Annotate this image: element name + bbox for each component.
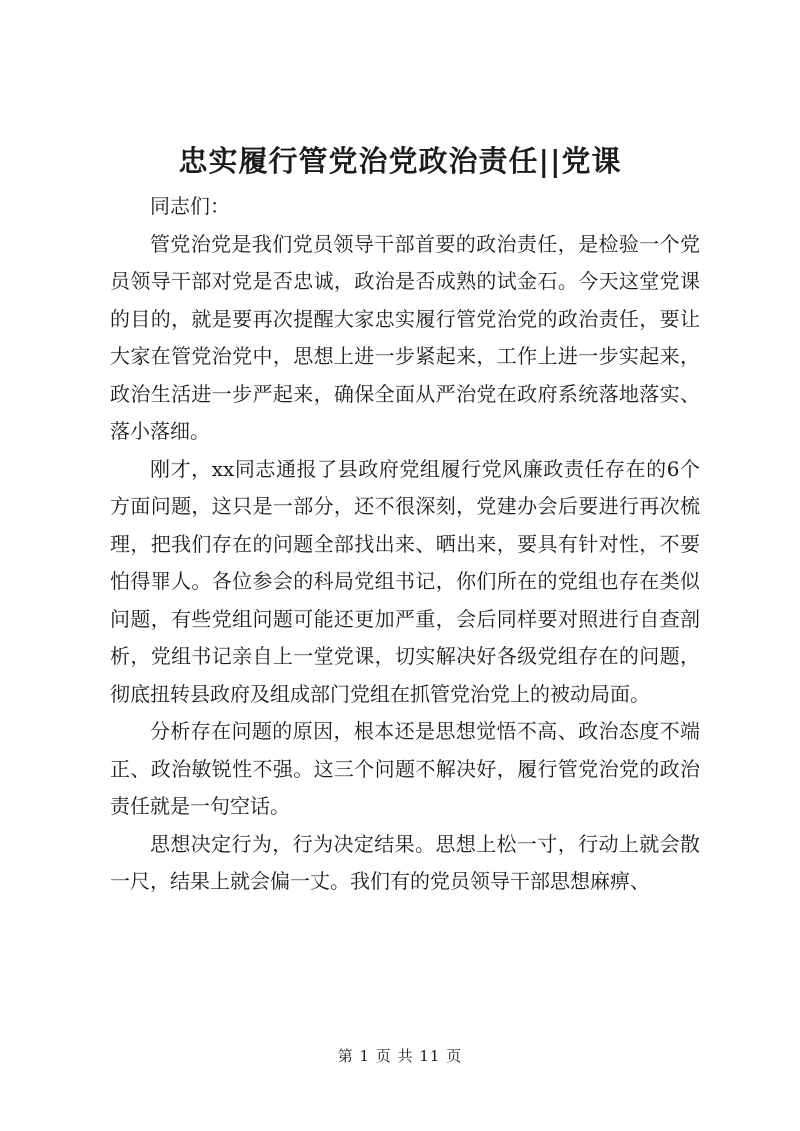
paragraph: 分析存在问题的原因，根本还是思想觉悟不高、政治态度不端正、政治敏锐性不强。这三个问题不解决好，履行管党治党的政治责任就是一句空话。 xyxy=(110,719,700,818)
paragraph: 刚才，xx同志通报了县政府党组履行党风廉政责任存在的6个方面问题，这只是一部分，还不很深刻，党建办会后要进行再次梳理，把我们存在的问题全部找出来、晒出来，要具有针对性，不要怕得罪人。各位参会的科局党组书记，你们所在的党组也存在类似问题，有些党组问题可能还更加严重，会后同样要对照进行自查剖析，党组书记亲自上一堂党课，切实解决好各级党组存在的问题，彻底扭转县政府及组成部门党组在抓管党治党上的被动局面。 xyxy=(110,456,700,706)
document-body xyxy=(110,188,700,901)
document-title: 忠实履行管党治党政治责任||党课 xyxy=(178,144,622,178)
paragraph: 管党治党是我们党员领导干部首要的政治责任，是检验一个党员领导干部对党是否忠诚，政治是否成熟的试金石。今天这堂党课的目的，就是要再次提醒大家忠实履行管党治党的政治责任，要让大家在管党治党中，思想上进一步紧起来，工作上进一步实起来，政治生活进一步严起来，确保全面从严治党在政府系统落地落实、落小落细。 xyxy=(110,231,700,443)
page-footer: 第 1 页 共 11 页 xyxy=(337,1047,463,1065)
paragraph: 思想决定行为，行为决定结果。思想上松一寸，行动上就会散一尺，结果上就会偏一丈。我们有的党员领导干部思想麻痹、 xyxy=(110,831,700,893)
greeting: 同志们： xyxy=(150,194,230,218)
